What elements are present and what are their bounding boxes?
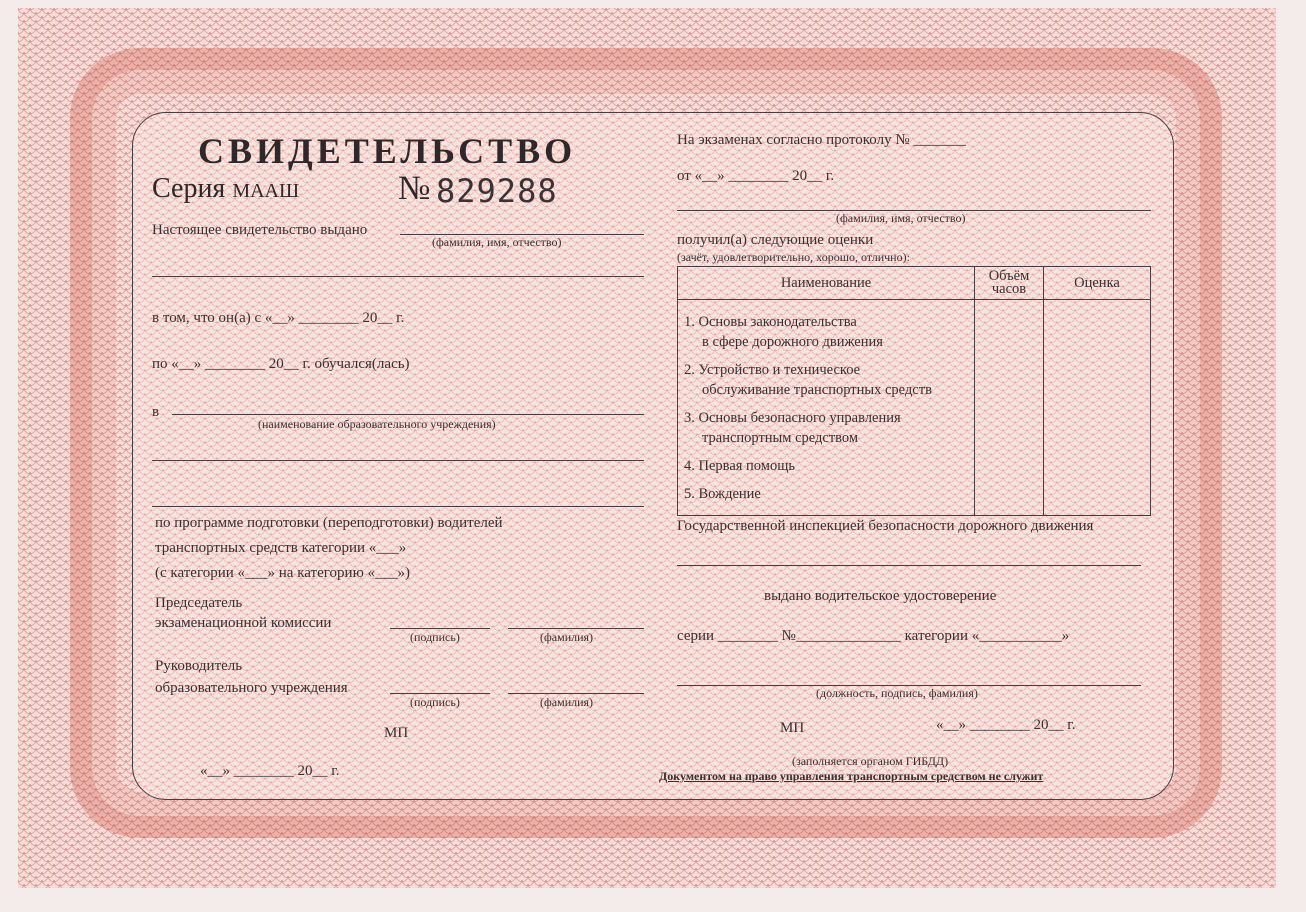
filled-by-hint: (заполняется органом ГИБДД) <box>792 754 949 768</box>
school-hint: (наименование образовательного учреждения) <box>258 417 496 431</box>
subject-2-line-2: обслуживание транспортных средств <box>702 382 932 398</box>
program-line-2: транспортных средств категории «___» <box>155 540 407 556</box>
series-label <box>152 173 299 205</box>
chair-label-2: экзаменационной комиссии <box>155 615 332 631</box>
subject-2-line-1: 2. Устройство и техническое <box>684 362 861 378</box>
subject-item-4 <box>684 456 974 476</box>
school-line-2 <box>152 460 644 461</box>
head-sign-hint: (подпись) <box>410 695 460 709</box>
program-line-1: по программе подготовки (переподготовки) водителей <box>155 515 503 531</box>
license-issued-label: выдано водительское удостоверение <box>764 588 997 604</box>
subject-1-line-1: 1. Основы законодательства <box>684 314 857 330</box>
school-line <box>172 414 644 415</box>
protocol-date: от «__» ________ 20__ г. <box>677 168 835 184</box>
subject-3-line-1: 3. Основы безопасного управления <box>684 410 901 426</box>
issued-fio-hint: (фамилия, имя, отчество) <box>432 235 562 249</box>
subject-1-line-2: в сфере дорожного движения <box>702 334 883 350</box>
subject-4-line-1: 4. Первая помощь <box>684 458 795 474</box>
issued-to-line-2 <box>152 276 644 277</box>
right-stamp-label: МП <box>780 720 805 736</box>
subject-item-1 <box>684 312 974 352</box>
grades-header-row <box>678 267 1151 300</box>
subject-item-3 <box>684 408 974 448</box>
subject-list <box>678 300 975 516</box>
series-code: МААШ <box>232 180 300 202</box>
study-to-date: по «__» ________ 20__ г. обучался(лась) <box>152 356 410 372</box>
subject-3-line-2: транспортным средством <box>702 430 859 446</box>
inspection-label: Государственной инспекцией безопасности дорожного движения <box>677 518 1094 534</box>
inspection-line <box>677 565 1141 566</box>
col-grade-header: Оценка <box>1044 267 1151 300</box>
certificate-number: 829288 <box>436 172 558 210</box>
disclaimer-text: Документом на право управления транспортным средством не служит <box>659 769 1044 783</box>
fio-hint: (фамилия, имя, отчество) <box>836 211 966 225</box>
head-sign-line <box>390 693 490 694</box>
subject-5-line-1: 5. Вождение <box>684 486 761 502</box>
hours-cell <box>975 300 1044 516</box>
document-title: СВИДЕТЕЛЬСТВО <box>198 131 577 171</box>
col-hours-header <box>975 267 1044 300</box>
protocol-label: На экзаменах согласно протоколу № _______ <box>677 132 966 148</box>
chair-label-1: Председатель <box>155 595 243 611</box>
received-grades-label: получил(а) следующие оценки <box>677 232 874 248</box>
col-hours-line-1: Объём <box>988 268 1030 284</box>
head-surname-hint: (фамилия) <box>540 695 594 709</box>
col-hours-line-2: часов <box>991 281 1027 297</box>
subject-item-2 <box>684 360 974 400</box>
chair-surname-hint: (фамилия) <box>540 630 594 644</box>
school-line-3 <box>152 506 644 507</box>
license-series-row: серии ________ №______________ категории «___________» <box>677 628 1070 644</box>
head-label-2: образовательного учреждения <box>155 680 348 696</box>
school-prefix: в <box>152 404 160 420</box>
chair-sign-hint: (подпись) <box>410 630 460 644</box>
left-stamp-label: МП <box>384 725 409 741</box>
chair-surname-line <box>508 628 644 629</box>
grades-body-row <box>678 300 1151 516</box>
subject-item-5 <box>684 484 974 504</box>
official-hint: (должность, подпись, фамилия) <box>816 686 978 700</box>
number-sign: № <box>398 170 431 207</box>
chair-sign-line <box>390 628 490 629</box>
right-date: «__» ________ 20__ г. <box>936 717 1076 733</box>
grade-cell <box>1044 300 1151 516</box>
program-line-3: (с категории «___» на категорию «___») <box>155 565 411 581</box>
grades-hint: (зачёт, удовлетворительно, хорошо, отлично): <box>677 250 910 264</box>
grades-table <box>677 266 1151 516</box>
series-word: Серия <box>152 173 226 204</box>
study-from-date: в том, что он(а) с «__» ________ 20__ г. <box>152 310 405 326</box>
issued-to-label: Настоящее свидетельство выдано <box>152 222 368 238</box>
head-label-1: Руководитель <box>155 658 243 674</box>
col-name-header: Наименование <box>678 267 975 300</box>
head-surname-line <box>508 693 644 694</box>
left-date: «__» ________ 20__ г. <box>200 763 340 779</box>
